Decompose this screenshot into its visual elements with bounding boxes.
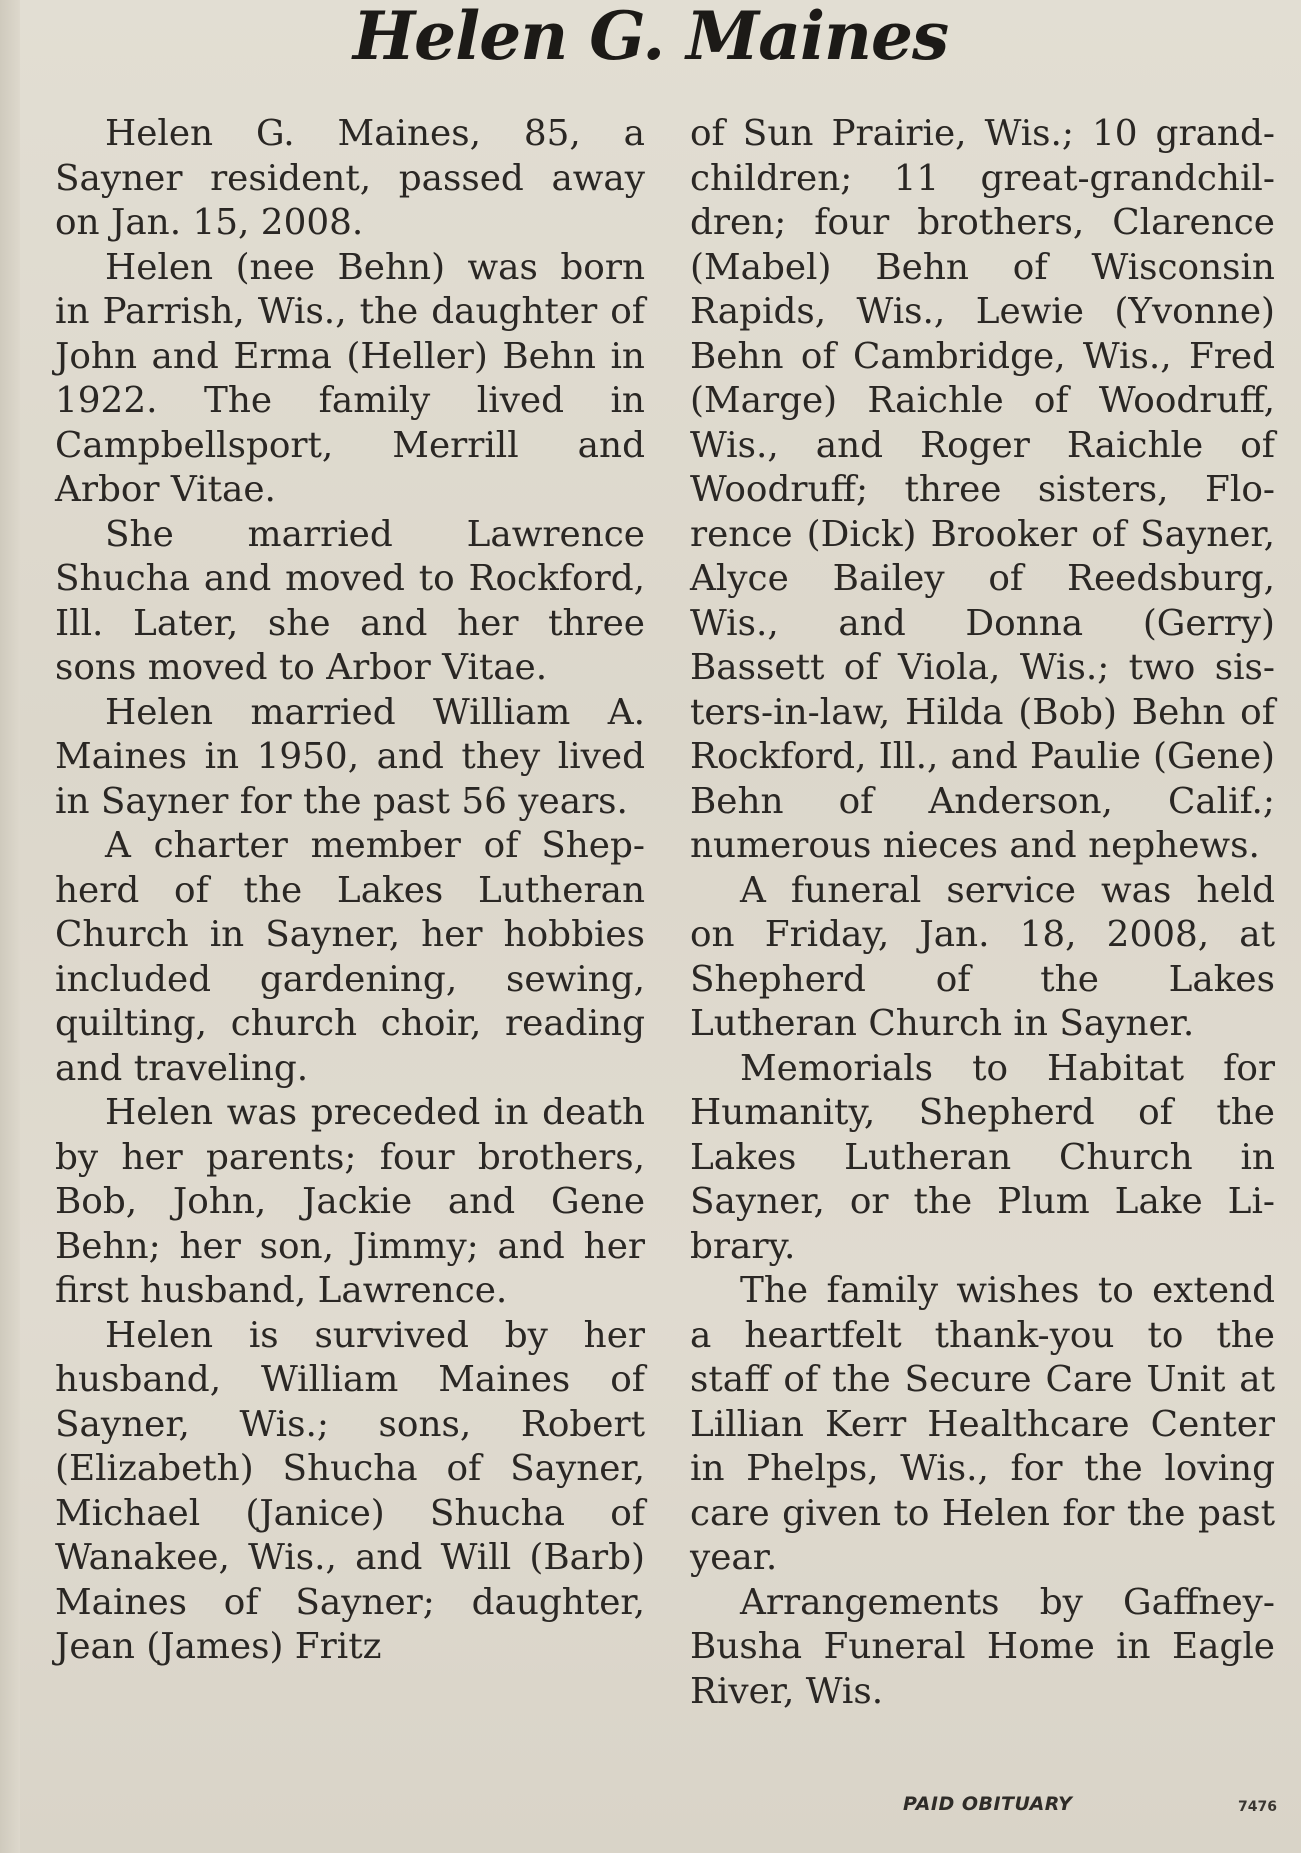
paragraph-preceded: Helen was preceded in death by her parents; four brothers, Bob, John, Jackie and Gene Behn; her son, Jimmy; and her first husband, Lawrence. xyxy=(55,1092,645,1311)
paragraph-birth: Helen (nee Behn) was born in Parrish, Wis., the daughter of John and Erma (Heller) Behn in 1922. The family lived in Campbellsport, Merrill and Arbor Vitae. xyxy=(55,246,645,510)
paid-obituary-label: PAID OBITUARY xyxy=(903,1793,1073,1815)
left-column xyxy=(55,112,645,1670)
paper-edge xyxy=(0,0,20,1853)
paragraph-hobbies: A charter member of Shepherd of the Lakes Lutheran Church in Sayner, her hobbies included gardening, sewing, quilting, church choir, reading and traveling. xyxy=(55,825,645,1089)
paragraph-survived-continued: of Sun Prairie, Wis.; 10 grandchildren; 11 great-grandchildren; four brothers, Clarence (Mabel) Behn of Wisconsin Rapids, Wis., Lewie (Yvonne) Behn of Cambridge, Wis., Fred (Marge) Raichle of Woodruff, Wis., and Roger Raichle of Woodruff; three sisters, Florence (Dick) Brooker of Sayner, Alyce Bailey of Reedsburg, Wis., and Donna (Gerry) Bassett of Viola, Wis.; two sisters-in-law, Hilda (Bob) Behn of Rockford, Ill., and Paulie (Gene) Behn of Anderson, Calif.; numerous nieces and nephews. xyxy=(690,113,1275,866)
right-column xyxy=(690,112,1275,1714)
paragraph-second-marriage: Helen married William A. Maines in 1950, and they lived in Sayner for the past 56 years. xyxy=(55,691,645,822)
paragraph-thanks: The family wishes to extend a heartfelt thank-you to the staff of the Secure Care Unit at Lillian Kerr Healthcare Center in Phelps, Wis., for the loving care given to Helen for the past year. xyxy=(690,1270,1275,1578)
paragraph-memorials: Memorials to Habitat for Humanity, Shepherd of the Lakes Lutheran Church in Sayner, or the Plum Lake Library. xyxy=(690,1047,1275,1267)
paragraph-survived: Helen is survived by her husband, William Maines of Sayner, Wis.; sons, Robert (Elizabeth) Shucha of Sayner, Michael (Janice) Shucha of Wanakee, Wis., and Will (Barb) Maines of Sayner; daughter, Jean (James) Fritz xyxy=(55,1314,645,1667)
obituary-title: Helen G. Maines xyxy=(352,0,949,75)
paragraph-arrangements: Arrangements by Gaffney-Busha Funeral Home in Eagle River, Wis. xyxy=(690,1581,1275,1712)
paragraph-intro: Helen G. Maines, 85, a Sayner resident, passed away on Jan. 15, 2008. xyxy=(55,113,645,243)
ad-code: 7476 xyxy=(1238,1799,1277,1815)
paragraph-first-marriage: She married Lawrence Shucha and moved to Rockford, Ill. Later, she and her three sons moved to Arbor Vitae. xyxy=(55,513,645,688)
paragraph-funeral: A funeral service was held on Friday, Jan. 18, 2008, at Shepherd of the Lakes Lutheran Church in Sayner. xyxy=(690,869,1275,1044)
